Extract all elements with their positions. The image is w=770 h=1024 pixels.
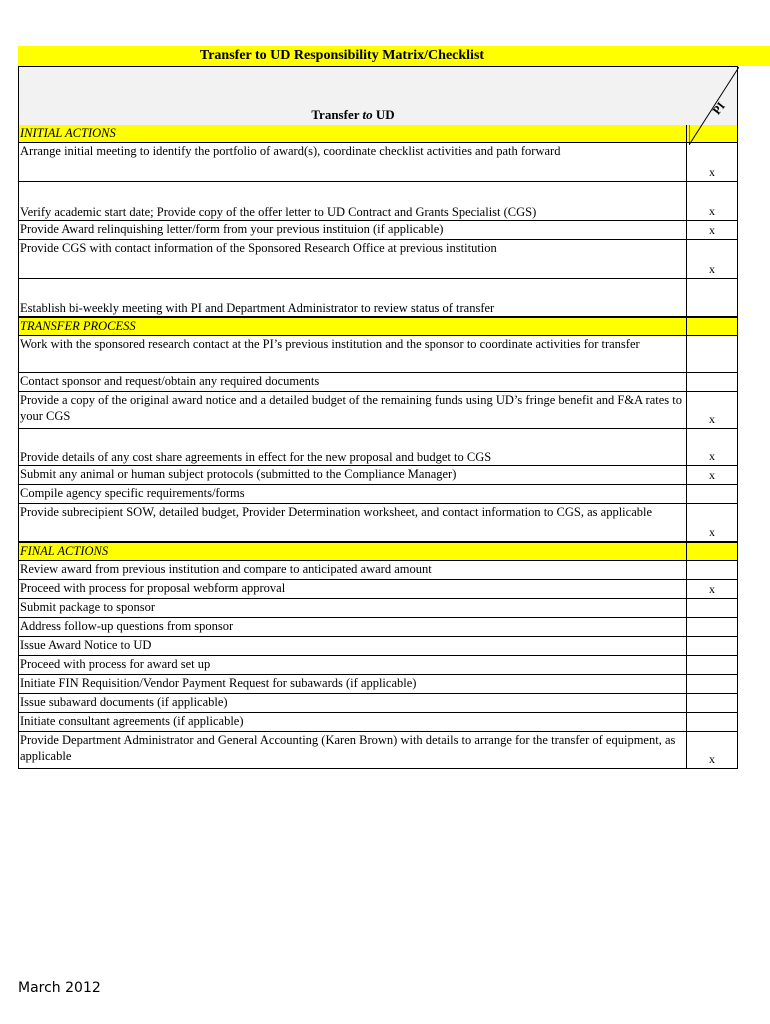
table-row — [18, 637, 738, 656]
task-description: Provide a copy of the original award notice and a detailed budget of the remaining funds using UD’s fringe benefit and F&A rates to your CGS — [19, 392, 687, 428]
task-description: Proceed with process for proposal webform approval — [19, 580, 687, 598]
pi-responsibility-mark: x — [709, 524, 716, 539]
role-label-pi: PI — [709, 99, 728, 118]
table-row — [18, 732, 738, 769]
task-description: Provide CGS with contact information of the Sponsored Research Office at previous institution — [19, 240, 687, 278]
pi-responsibility-mark — [687, 637, 737, 655]
pi-responsibility-mark — [687, 279, 737, 316]
task-description: Compile agency specific requirements/forms — [19, 485, 687, 503]
pi-responsibility-mark: x — [709, 411, 716, 426]
table-row — [18, 279, 738, 318]
task-description: Submit any animal or human subject protocols (submitted to the Compliance Manager) — [19, 466, 687, 484]
table-row — [18, 336, 738, 373]
section-row — [18, 318, 738, 336]
section-row — [18, 125, 738, 143]
task-description: Establish bi-weekly meeting with PI and Department Administrator to review status of transfer — [19, 279, 687, 316]
table-row — [18, 240, 738, 279]
task-description: Verify academic start date; Provide copy of the offer letter to UD Contract and Grants Specialist (CGS) — [19, 182, 687, 220]
pi-responsibility-mark — [687, 561, 737, 579]
table-row — [18, 675, 738, 694]
pi-responsibility-mark: x — [709, 164, 716, 179]
table-row — [18, 485, 738, 504]
pi-responsibility-mark — [687, 656, 737, 674]
pi-responsibility-mark — [687, 599, 737, 617]
task-description: Arrange initial meeting to identify the portfolio of award(s), coordinate checklist activities and path forward — [19, 143, 687, 181]
pi-responsibility-mark — [687, 543, 737, 560]
responsibility-matrix — [18, 66, 738, 769]
pi-responsibility-mark — [687, 694, 737, 712]
column-title-emphasis: to — [362, 107, 373, 122]
pi-responsibility-mark: x — [709, 448, 716, 463]
pi-responsibility-mark — [687, 675, 737, 693]
table-row — [18, 656, 738, 675]
table-row — [18, 429, 738, 466]
column-title-part: Transfer — [311, 107, 363, 122]
task-description: Work with the sponsored research contact at the PI’s previous institution and the sponsor to coordinate activities for transfer — [19, 336, 687, 372]
footer-date: March 2012 — [18, 980, 101, 996]
table-row — [18, 694, 738, 713]
pi-responsibility-mark: x — [709, 222, 716, 237]
section-row — [18, 543, 738, 561]
column-title-part: UD — [372, 107, 395, 122]
table-row — [18, 561, 738, 580]
task-description: Initiate FIN Requisition/Vendor Payment Request for subawards (if applicable) — [19, 675, 687, 693]
task-description: Issue Award Notice to UD — [19, 637, 687, 655]
task-description: Review award from previous institution and compare to anticipated award amount — [19, 561, 687, 579]
table-row — [18, 373, 738, 392]
task-description: Provide subrecipient SOW, detailed budget, Provider Determination worksheet, and contact information to CGS, as applicable — [19, 504, 687, 541]
task-description: Proceed with process for award set up — [19, 656, 687, 674]
task-description: Contact sponsor and request/obtain any required documents — [19, 373, 687, 391]
task-description: Provide details of any cost share agreements in effect for the new proposal and budget to CGS — [19, 429, 687, 465]
task-description: Initiate consultant agreements (if applicable) — [19, 713, 687, 731]
pi-responsibility-mark: x — [709, 203, 716, 218]
table-row — [18, 143, 738, 182]
pi-responsibility-mark — [687, 618, 737, 636]
task-description: Address follow-up questions from sponsor — [19, 618, 687, 636]
table-row — [18, 221, 738, 240]
pi-responsibility-mark — [687, 485, 737, 503]
table-row — [18, 466, 738, 485]
pi-responsibility-mark: x — [709, 751, 716, 766]
table-row — [18, 599, 738, 618]
table-row — [18, 580, 738, 599]
pi-responsibility-mark — [687, 336, 737, 372]
section-label: INITIAL ACTIONS — [19, 125, 687, 142]
table-row — [18, 182, 738, 221]
pi-responsibility-mark: x — [709, 261, 716, 276]
table-row — [18, 504, 738, 543]
section-label: FINAL ACTIONS — [19, 543, 687, 560]
title-bar — [18, 46, 770, 66]
table-row — [18, 392, 738, 429]
matrix-rows — [18, 125, 738, 769]
task-description: Provide Award relinquishing letter/form from your previous instituion (if applicable) — [19, 221, 687, 239]
pi-responsibility-mark: x — [709, 581, 716, 596]
pi-responsibility-mark — [687, 373, 737, 391]
section-label: TRANSFER PROCESS — [19, 318, 687, 335]
table-row — [18, 713, 738, 732]
task-description: Provide Department Administrator and General Accounting (Karen Brown) with details to arrange for the transfer of equipment, as applicable — [19, 732, 687, 768]
pi-responsibility-mark: x — [709, 467, 716, 482]
matrix-header — [18, 66, 738, 125]
table-row — [18, 618, 738, 637]
pi-responsibility-mark — [687, 713, 737, 731]
column-title — [19, 107, 687, 123]
page-title: Transfer to UD Responsibility Matrix/Checklist — [199, 48, 485, 63]
pi-responsibility-mark — [687, 318, 737, 335]
task-description: Issue subaward documents (if applicable) — [19, 694, 687, 712]
task-description: Submit package to sponsor — [19, 599, 687, 617]
